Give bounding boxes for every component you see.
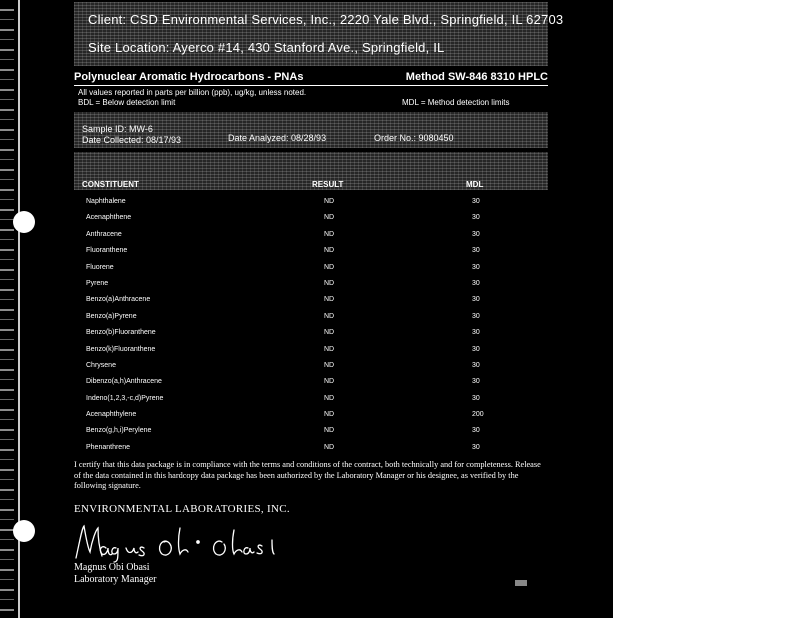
mdl-note: MDL = Method detection limits	[402, 98, 510, 107]
constituent-cell: Pyrene	[86, 279, 109, 287]
constituent-cell: Naphthalene	[86, 198, 126, 205]
sample-id: Sample ID: MW-6	[82, 124, 153, 134]
constituent-cell: Benzo(a)Anthracene	[86, 296, 151, 304]
punch-hole	[13, 520, 35, 542]
mdl-cell: 30	[472, 214, 480, 222]
result-cell: ND	[324, 361, 335, 369]
company-name: ENVIRONMENTAL LABORATORIES, INC.	[74, 503, 290, 515]
table-row	[86, 344, 506, 360]
result-cell: ND	[324, 427, 335, 435]
mdl-cell: 30	[472, 247, 480, 255]
result-cell: ND	[324, 411, 335, 419]
constituent-cell: Anthracene	[86, 230, 122, 238]
mdl-cell: 30	[472, 345, 480, 353]
table-row	[86, 327, 506, 343]
column-header-result: RESULT	[312, 180, 344, 189]
result-cell: ND	[324, 279, 335, 287]
table-row	[86, 212, 506, 228]
constituent-cell: Indeno(1,2,3,-c,d)Pyrene	[86, 394, 164, 402]
date-analyzed: Date Analyzed: 08/28/93	[228, 133, 327, 143]
result-cell: ND	[324, 230, 335, 238]
site-location-line: Site Location: Ayerco #14, 430 Stanford Ave., Springfield, IL	[88, 40, 445, 55]
constituent-cell: Benzo(b)Fluoranthene	[86, 329, 156, 337]
mdl-cell: 30	[472, 378, 480, 386]
table-row	[86, 294, 506, 310]
signer-block	[74, 562, 156, 586]
mdl-cell: 30	[472, 443, 480, 451]
constituent-cell: Chrysene	[86, 361, 116, 369]
result-cell: ND	[324, 378, 335, 386]
page-edge	[0, 0, 14, 618]
result-cell: ND	[324, 345, 335, 353]
constituent-cell: Acenaphthylene	[86, 411, 137, 419]
mdl-cell: 200	[472, 411, 484, 419]
page-mark	[515, 580, 527, 586]
date-collected: Date Collected: 08/17/93	[82, 135, 182, 145]
constituent-cell: Fluorene	[86, 263, 114, 271]
signer-name: Magnus Obi Obasi	[74, 562, 150, 573]
table-row	[86, 409, 506, 425]
result-cell: ND	[324, 247, 335, 255]
certification-statement: I certify that this data package is in compliance with the terms and conditions of the contract, both technically and for completeness. Release of the data contained in this hardcopy data package has been authorized by the Laboratory Manager or his designee, as verified by the following signature.	[74, 460, 541, 490]
table-row	[86, 311, 506, 327]
result-cell: ND	[324, 214, 335, 222]
column-header-mdl: MDL	[466, 180, 484, 189]
column-header-constituent: CONSTITUENT	[82, 180, 139, 189]
table-row	[86, 196, 506, 212]
handwritten-signature	[72, 520, 282, 564]
punch-hole	[13, 211, 35, 233]
mdl-cell: 30	[472, 296, 480, 304]
constituent-cell: Phenanthrene	[86, 443, 130, 451]
result-cell: ND	[324, 312, 335, 320]
table-row	[86, 425, 506, 441]
units-note: All values reported in parts per billion (ppb), ug/kg, unless noted.	[78, 88, 307, 97]
mdl-cell: 30	[472, 361, 480, 369]
mdl-cell: 30	[472, 312, 480, 320]
table-row	[86, 376, 506, 392]
result-cell: ND	[324, 296, 335, 304]
constituent-cell: Benzo(a)Pyrene	[86, 312, 137, 320]
table-row	[86, 393, 506, 409]
mdl-cell: 30	[472, 279, 480, 287]
result-cell: ND	[324, 198, 335, 205]
report-title-row	[74, 71, 548, 86]
signer-title: Laboratory Manager	[74, 574, 157, 585]
table-row	[86, 442, 506, 458]
order-number: Order No.: 9080450	[374, 133, 454, 143]
results-table	[86, 196, 506, 458]
result-cell: ND	[324, 443, 335, 451]
constituent-cell: Benzo(g,h,i)Perylene	[86, 427, 152, 435]
client-line: Client: CSD Environmental Services, Inc., 2220 Yale Blvd., Springfield, IL 62703	[88, 12, 564, 27]
table-row	[86, 262, 506, 278]
result-cell: ND	[324, 263, 335, 271]
constituent-cell: Benzo(k)Fluoranthene	[86, 345, 156, 353]
mdl-cell: 30	[472, 427, 480, 435]
constituent-cell: Acenaphthene	[86, 214, 132, 222]
table-row	[86, 229, 506, 245]
constituent-cell: Fluoranthene	[86, 247, 128, 255]
mdl-cell: 30	[472, 329, 480, 337]
mdl-cell: 30	[472, 263, 480, 271]
mdl-cell: 30	[472, 230, 480, 238]
result-cell: ND	[324, 329, 335, 337]
result-cell: ND	[324, 394, 335, 402]
table-row	[86, 278, 506, 294]
mdl-cell: 30	[472, 394, 480, 402]
constituent-cell: Dibenzo(a,h)Anthracene	[86, 378, 162, 386]
method-label: Method SW-846 8310 HPLC	[405, 71, 548, 83]
bdl-note: BDL = Below detection limit	[78, 98, 176, 107]
mdl-cell: 30	[472, 198, 480, 205]
table-row	[86, 245, 506, 261]
report-title: Polynuclear Aromatic Hydrocarbons - PNAs	[74, 71, 304, 83]
table-row	[86, 360, 506, 376]
